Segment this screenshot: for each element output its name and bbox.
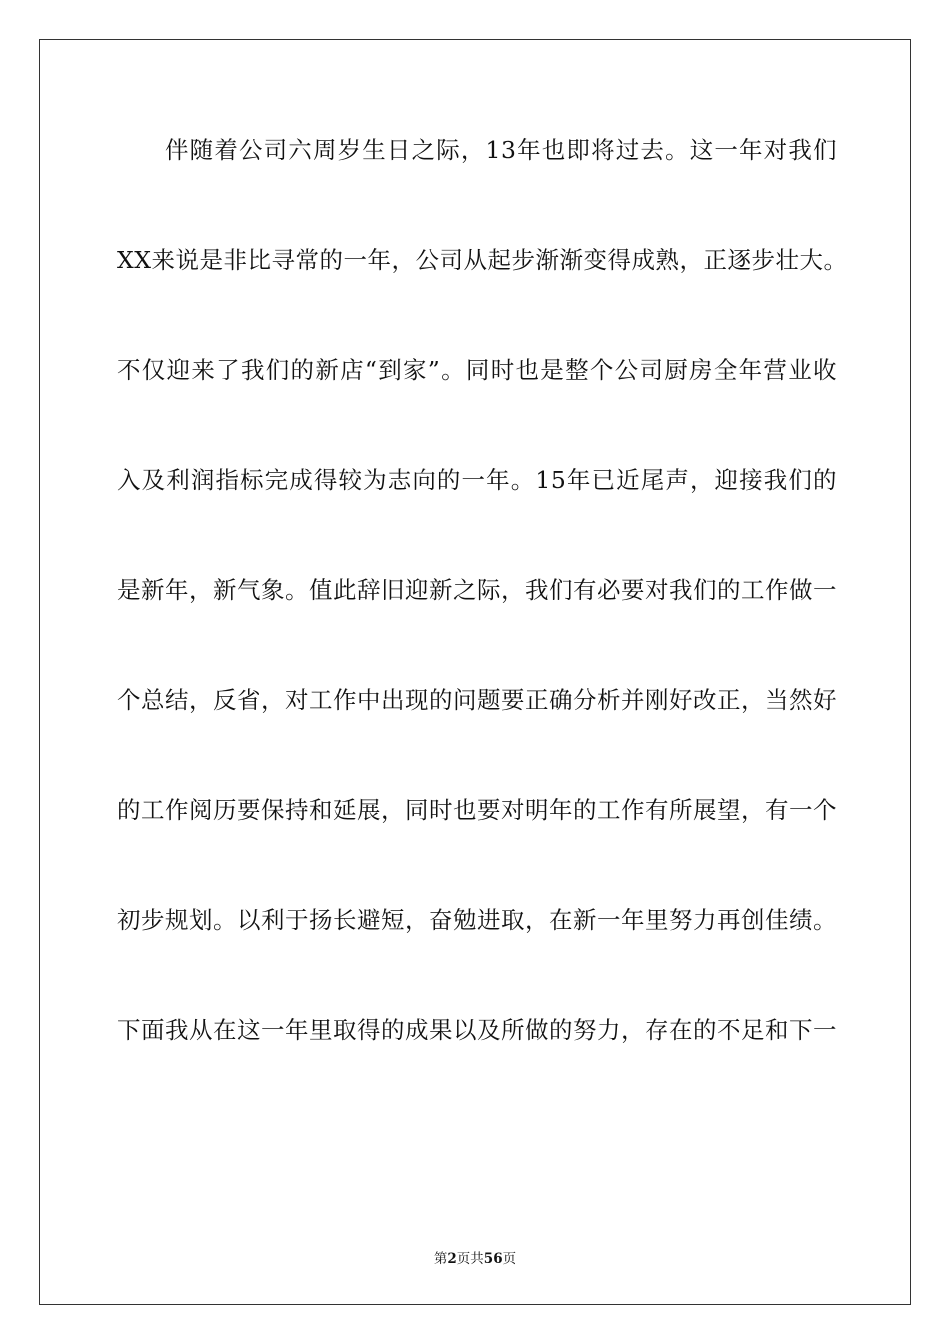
paragraph-line-2: XX来说是非比寻常的一年，公司从起步渐渐变得成熟，正逐步壮大。	[117, 246, 848, 274]
paragraph-line-9: 下面我从在这一年里取得的成果以及所做的努力，存在的不足和下一	[117, 1016, 837, 1044]
paragraph-line-4: 入及利润指标完成得较为志向的一年。15年已近尾声，迎接我们的	[117, 466, 837, 494]
paragraph-line-1: 伴随着公司六周岁生日之际，13年也即将过去。这一年对我们	[165, 136, 837, 164]
paragraph-line-3: 不仅迎来了我们的新店“到家”。同时也是整个公司厨房全年营业收	[117, 356, 837, 384]
total-suffix: 页	[502, 1251, 517, 1267]
page-suffix: 页	[456, 1251, 471, 1267]
paragraph-line-5: 是新年，新气象。值此辞旧迎新之际，我们有必要对我们的工作做一	[117, 576, 837, 604]
paragraph-line-7: 的工作阅历要保持和延展，同时也要对明年的工作有所展望，有一个	[117, 796, 837, 824]
paragraph-line-8: 初步规划。以利于扬长避短，奋勉进取，在新一年里努力再创佳绩。	[117, 906, 837, 934]
page-prefix: 第	[433, 1251, 448, 1267]
page-number: 2	[447, 1251, 457, 1267]
total-prefix: 共	[470, 1251, 484, 1267]
page-footer	[0, 1247, 950, 1267]
total-pages: 56	[483, 1251, 503, 1267]
paragraph-line-6: 个总结，反省，对工作中出现的问题要正确分析并刚好改正，当然好	[117, 686, 837, 714]
document-body	[117, 120, 848, 1110]
